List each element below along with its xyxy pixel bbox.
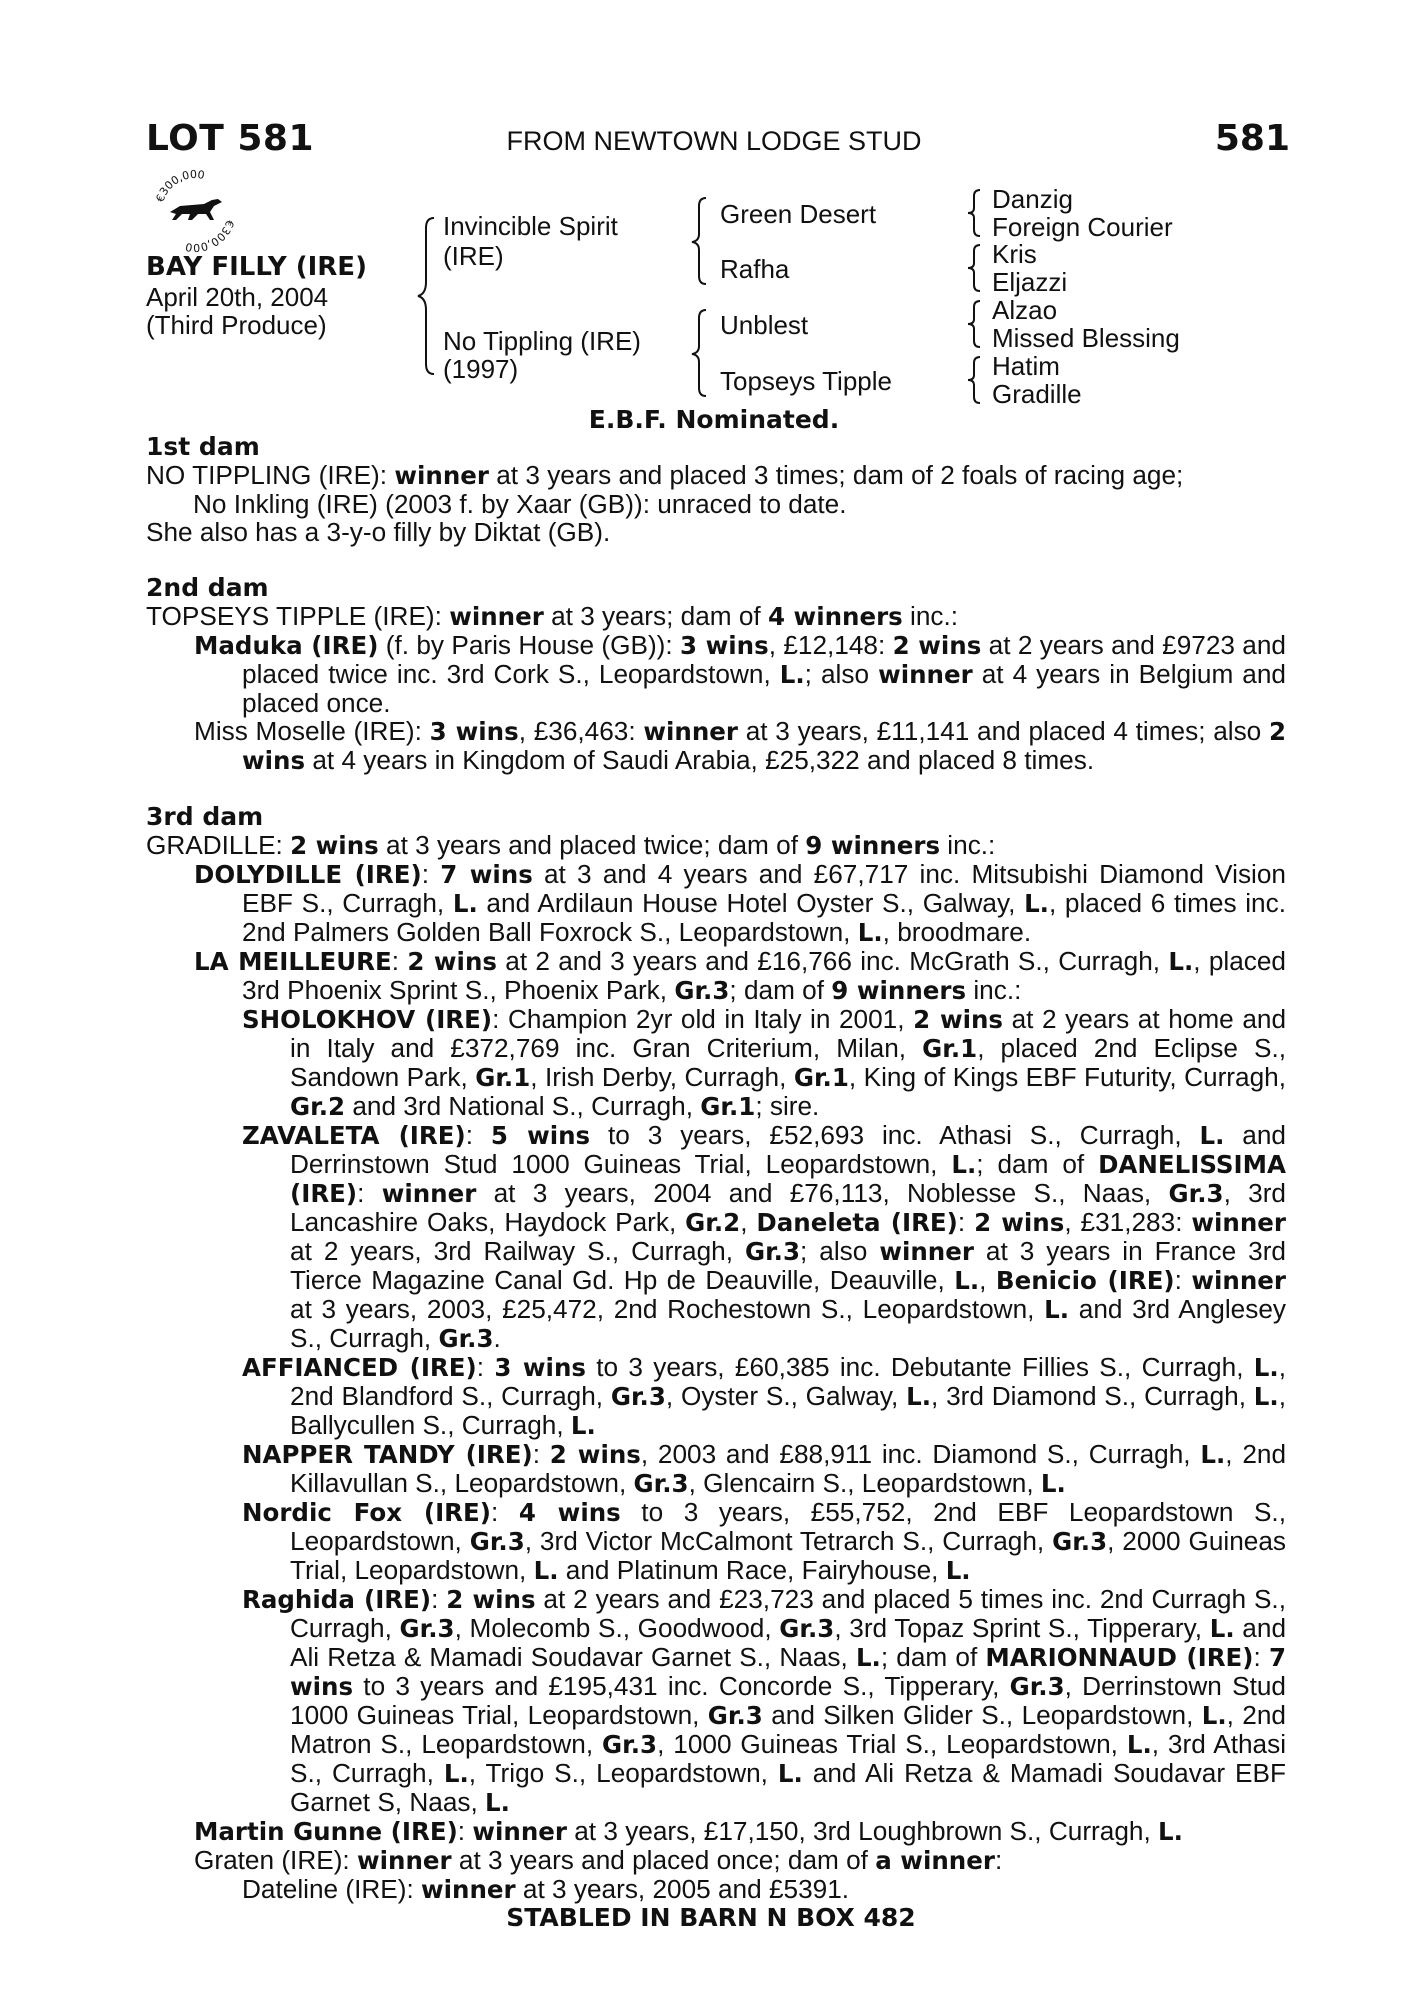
bold-run: L. xyxy=(1200,1440,1226,1469)
text-run: at 3 years, 2005 and £5391. xyxy=(515,1874,850,1904)
progeny-nordic-fox xyxy=(146,1498,1286,1585)
progeny-martin-gunne xyxy=(146,1817,1286,1846)
brace-dam xyxy=(690,308,710,398)
sire-dam: Rafha xyxy=(720,254,790,284)
text-run: ; dam of xyxy=(729,975,832,1005)
bold-run: Gr.3 xyxy=(602,1730,658,1759)
text-run: and 3rd National S., Curragh, xyxy=(345,1091,701,1121)
bold-run: DOLYDILLE (IRE) xyxy=(194,860,422,889)
second-dam-moselle: Miss Moselle (IRE): 3 wins, £36,463: winner at 3 years, £11,141 and placed 4 times; also 2 wins at 4 years in Kingdom of Saudi Arabia, £25,322 and placed 8 times. xyxy=(194,716,1287,775)
text-run: at 2 years and £23,723 and placed 5 times inc. 2nd Curragh S., Curragh, xyxy=(290,1584,1286,1643)
bold-run: Gr.3 xyxy=(469,1527,525,1556)
bold-run: winner xyxy=(1191,1208,1286,1237)
bold-run: L. xyxy=(906,1382,932,1411)
bold-run: L. xyxy=(452,889,478,918)
lot-title: LOT 581 xyxy=(146,118,314,159)
bold-run: Gr.1 xyxy=(700,1092,756,1121)
bold-run: 2 wins xyxy=(974,1208,1065,1237)
text-run: and 3rd Anglesey S., Curragh, xyxy=(290,1294,1287,1353)
text-run: : xyxy=(391,946,408,976)
bold-run: winner xyxy=(472,1817,567,1846)
bold-run: Gr.3 xyxy=(399,1614,455,1643)
bold-run: DANELISSIMA (IRE) xyxy=(290,1150,1287,1208)
text-run: , broodmare. xyxy=(882,917,1032,947)
bold-run: Gr.3 xyxy=(707,1701,763,1730)
first-dam-foal: No Inkling (IRE) (2003 f. by Xaar (GB)): unraced to date. xyxy=(193,489,847,519)
bold-run: NAPPER TANDY (IRE) xyxy=(242,1440,533,1469)
text-run: , xyxy=(740,1207,757,1237)
stabled-note: STABLED IN BARN N BOX 482 xyxy=(506,1903,916,1932)
ggs-8: Gradille xyxy=(992,379,1082,409)
bold-run: L. xyxy=(857,918,883,947)
text-run: , placed 6 times inc. 2nd Palmers Golden Ball Foxrock S., Leopardstown, xyxy=(242,888,1286,947)
text-run: : xyxy=(1253,1642,1269,1672)
progeny-la-meilleure xyxy=(146,947,1286,1005)
bold-run: Benicio (IRE) xyxy=(995,1266,1175,1295)
bold-run: Gr.3 xyxy=(1009,1672,1065,1701)
bold-run: 2 wins xyxy=(913,1005,1004,1034)
bold-run: Gr.3 xyxy=(610,1382,666,1411)
brace-ss xyxy=(966,188,984,238)
text-run: : xyxy=(957,1207,975,1237)
bold-run: L. xyxy=(1126,1730,1152,1759)
bold-run: L. xyxy=(485,1788,510,1817)
bold-run: Raghida (IRE) xyxy=(242,1585,432,1614)
dam-sire: Unblest xyxy=(720,310,809,340)
text-run: , 2nd Matron S., Leopardstown, xyxy=(290,1700,1286,1759)
text-run: , Irish Derby, Curragh, xyxy=(530,1062,794,1092)
ggs-4: Eljazzi xyxy=(992,267,1068,297)
text-run: inc.: xyxy=(966,975,1022,1005)
text-run: , 3rd Topaz Sprint S., Tipperary, xyxy=(834,1613,1210,1643)
progeny-napper-tandy xyxy=(146,1440,1286,1498)
text-run: , 1000 Guineas Trial S., Leopardstown, xyxy=(657,1729,1127,1759)
ggs-6: Missed Blessing xyxy=(992,323,1180,353)
text-run: : xyxy=(490,1497,519,1527)
text-run: , xyxy=(979,1265,996,1295)
dam-dam: Topseys Tipple xyxy=(720,366,892,396)
bold-run: 9 winners xyxy=(831,976,967,1005)
text-run: and Ardilaun House Hotel Oyster S., Galway, xyxy=(477,888,1025,918)
text-run: , £31,283: xyxy=(1064,1207,1192,1237)
bold-run: L. xyxy=(1158,1817,1183,1846)
text-run: and Silken Glider S., Leopardstown, xyxy=(762,1700,1202,1730)
third-dam-line: GRADILLE: 2 wins at 3 years and placed twice; dam of 9 winners inc.: xyxy=(146,830,996,860)
ebf-nominated: E.B.F. Nominated. xyxy=(588,405,840,434)
bold-run: 5 wins xyxy=(490,1121,591,1150)
lot-number: 581 xyxy=(1214,118,1290,159)
bold-run: winner xyxy=(1191,1266,1287,1295)
text-run: at 3 years, £17,150, 3rd Loughbrown S., Curragh, xyxy=(566,1816,1159,1846)
brace-sd xyxy=(966,243,984,293)
bold-run: Gr.3 xyxy=(1052,1527,1108,1556)
bold-run: Gr.3 xyxy=(779,1614,835,1643)
text-run: , King of Kings EBF Futurity, Curragh, xyxy=(848,1062,1286,1092)
text-run: , 3rd Lancashire Oaks, Haydock Park, xyxy=(290,1178,1286,1237)
text-run: Graten (IRE): xyxy=(194,1845,357,1875)
sire-country: (IRE) xyxy=(443,241,504,271)
text-run: at 3 years, 2003, £25,472, 2nd Rochestown S., Leopardstown, xyxy=(290,1294,1045,1324)
bold-run: Gr.3 xyxy=(633,1469,689,1498)
logo-text-bottom: €300,000 xyxy=(184,218,237,254)
text-run: : xyxy=(457,1816,473,1846)
text-run: , Molecomb S., Goodwood, xyxy=(454,1613,780,1643)
text-run: at 3 years and placed once; dam of xyxy=(451,1845,876,1875)
progeny-sholokhov xyxy=(146,1005,1286,1121)
text-run: : xyxy=(476,1352,495,1382)
bold-run: L. xyxy=(1024,889,1049,918)
brace-dd xyxy=(966,355,984,405)
text-run: . xyxy=(493,1323,501,1353)
bold-run: Gr.3 xyxy=(1168,1179,1224,1208)
bold-run: Gr.3 xyxy=(744,1237,801,1266)
text-run: at 3 and 4 years and £67,717 inc. Mitsubishi Diamond Vision EBF S., Curragh, xyxy=(242,859,1286,918)
text-run: , Derrinstown Stud 1000 Guineas Trial, Leopardstown, xyxy=(290,1671,1286,1730)
ggs-7: Hatim xyxy=(992,351,1060,381)
dam-name: No Tippling (IRE) xyxy=(443,326,641,356)
text-run: : xyxy=(1174,1265,1192,1295)
text-run: : xyxy=(431,1584,447,1614)
bold-run: 2 wins xyxy=(446,1585,536,1614)
text-run: and Derrinstown Stud 1000 Guineas Trial, Leopardstown, xyxy=(290,1120,1286,1179)
running-horse-icon xyxy=(170,199,222,220)
text-run: at 2 years, 3rd Railway S., Curragh, xyxy=(290,1236,745,1266)
bold-run: AFFIANCED (IRE) xyxy=(242,1353,477,1382)
bold-run: 2 wins xyxy=(549,1440,641,1469)
text-run: at 2 years at home and in Italy and £372,769 inc. Gran Criterium, Milan, xyxy=(290,1004,1287,1063)
bold-run: L. xyxy=(1040,1469,1066,1498)
second-dam-heading: 2nd dam xyxy=(146,573,269,602)
bold-run: winner xyxy=(879,1237,974,1266)
text-run: to 3 years, £52,693 inc. Athasi S., Curragh, xyxy=(590,1120,1200,1150)
text-run: , 3rd Diamond S., Curragh, xyxy=(931,1381,1254,1411)
sire-sire: Green Desert xyxy=(720,199,877,229)
text-run: , placed 2nd Eclipse S., Sandown Park, xyxy=(290,1033,1287,1092)
second-dam-maduka: Maduka (IRE) (f. by Paris House (GB)): 3 wins, £12,148: 2 wins at 2 years and £9723 and placed twice inc. 3rd Cork S., Leopardstown, L.; also winner at 4 years in Belgium and placed once. xyxy=(194,630,1286,718)
progeny-affianced xyxy=(146,1353,1286,1440)
text-run: to 3 years, £55,752, 2nd EBF Leopardstown S., Leopardstown, xyxy=(290,1497,1286,1556)
bold-run: ZAVALETA (IRE) xyxy=(242,1121,466,1150)
text-run: and Platinum Race, Fairyhouse, xyxy=(558,1555,946,1585)
text-run: , 2003 and £88,911 inc. Diamond S., Curragh, xyxy=(640,1439,1201,1469)
text-run: : Champion 2yr old in Italy in 2001, xyxy=(492,1004,914,1034)
bold-run: L. xyxy=(1253,1353,1279,1382)
bold-run: winner xyxy=(356,1846,452,1875)
text-run: , 2nd Killavullan S., Leopardstown, xyxy=(290,1439,1287,1498)
first-dam-heading: 1st dam xyxy=(146,432,260,461)
bold-run: L. xyxy=(945,1556,971,1585)
text-run: and Ali Retza & Mamadi Soudavar Garnet S., Naas, xyxy=(290,1613,1287,1672)
bold-run: winner xyxy=(421,1875,516,1904)
bold-run: Gr.3 xyxy=(674,976,730,1005)
bold-run: Nordic Fox (IRE) xyxy=(242,1498,491,1527)
text-run: , 3rd Victor McCalmont Tetrarch S., Curragh, xyxy=(524,1526,1053,1556)
bold-run: Gr.2 xyxy=(685,1208,741,1237)
ggs-3: Kris xyxy=(992,239,1037,269)
produce-note: (Third Produce) xyxy=(146,310,327,340)
bold-run: 3 wins xyxy=(494,1353,586,1382)
brace-main xyxy=(416,216,440,376)
bold-run: L. xyxy=(1199,1121,1225,1150)
text-run: ; sire. xyxy=(755,1091,820,1121)
bold-run: 7 wins xyxy=(440,860,533,889)
text-run: at 2 and 3 years and £16,766 inc. McGrath S., Curragh, xyxy=(496,946,1169,976)
text-run: Dateline (IRE): xyxy=(242,1874,422,1904)
text-run: at 3 years in France 3rd Tierce Magazine Canal Gd. Hp de Deauville, Deauville, xyxy=(290,1236,1286,1295)
horse-name: BAY FILLY (IRE) xyxy=(146,252,367,282)
text-run: and Ali Retza & Mamadi Soudavar EBF Garnet S, Naas, xyxy=(290,1758,1286,1817)
text-run: : xyxy=(994,1845,1003,1875)
second-dam-line: TOPSEYS TIPPLE (IRE): winner at 3 years; dam of 4 winners inc.: xyxy=(146,601,959,631)
first-dam-note: She also has a 3-y-o filly by Diktat (GB). xyxy=(146,517,611,547)
bold-run: Gr.2 xyxy=(290,1092,346,1121)
text-run: : xyxy=(465,1120,491,1150)
bold-run: winner xyxy=(381,1179,477,1208)
text-run: , placed 3rd Phoenix Sprint S., Phoenix Park, xyxy=(242,946,1286,1005)
bold-run: Gr.1 xyxy=(922,1034,978,1063)
text-run: , Trigo S., Leopardstown, xyxy=(468,1758,778,1788)
text-run: , Oyster S., Galway, xyxy=(665,1381,907,1411)
bold-run: 4 wins xyxy=(518,1498,621,1527)
bold-run: 7 wins xyxy=(290,1643,1286,1701)
text-run: , 3rd Athasi S., Curragh, xyxy=(290,1729,1287,1788)
bold-run: Gr.3 xyxy=(438,1324,494,1353)
bold-run: LA MEILLEURE xyxy=(194,947,392,976)
bold-run: L. xyxy=(855,1643,881,1672)
bold-run: Gr.1 xyxy=(793,1063,849,1092)
bold-run: Daneleta (IRE) xyxy=(756,1208,958,1237)
ggs-5: Alzao xyxy=(992,295,1058,325)
text-run: to 3 years, £60,385 inc. Debutante Fillies S., Curragh, xyxy=(585,1352,1254,1382)
text-run: : xyxy=(532,1439,550,1469)
dam-year: (1997) xyxy=(443,354,519,384)
logo-text-top: €300,000 xyxy=(153,168,206,204)
progeny-dateline xyxy=(146,1875,1286,1904)
text-run: : xyxy=(357,1178,382,1208)
brace-sire xyxy=(690,196,710,286)
bold-run: L. xyxy=(443,1759,469,1788)
bold-run: L. xyxy=(1201,1701,1227,1730)
text-run: : xyxy=(421,859,441,889)
first-dam-line: NO TIPPLING (IRE): winner at 3 years and placed 3 times; dam of 2 foals of racing age; xyxy=(146,460,1184,490)
text-run: , Ballycullen S., Curragh, xyxy=(290,1381,1286,1440)
bold-run: L. xyxy=(1168,947,1194,976)
third-dam-heading: 3rd dam xyxy=(146,802,264,831)
price-stamp-logo xyxy=(152,168,238,254)
bold-run: SHOLOKHOV (IRE) xyxy=(242,1005,493,1034)
brace-ds xyxy=(966,299,984,349)
consignor: FROM NEWTOWN LODGE STUD xyxy=(506,126,922,156)
text-run: , 2nd Blandford S., Curragh, xyxy=(290,1352,1286,1411)
bold-run: L. xyxy=(954,1266,980,1295)
bold-run: Gr.1 xyxy=(475,1063,531,1092)
progeny-zavaleta xyxy=(146,1121,1286,1353)
foaling-date: April 20th, 2004 xyxy=(146,282,329,312)
text-run: , 2000 Guineas Trial, Leopardstown, xyxy=(290,1526,1287,1585)
bold-run: MARIONNAUD (IRE) xyxy=(985,1643,1254,1672)
bold-run: L. xyxy=(1253,1382,1279,1411)
sire-name: Invincible Spirit xyxy=(443,211,618,241)
progeny-graten xyxy=(146,1846,1286,1875)
bold-run: L. xyxy=(777,1759,803,1788)
text-run: ; dam of xyxy=(880,1642,986,1672)
bold-run: L. xyxy=(951,1150,977,1179)
bold-run: L. xyxy=(1209,1614,1235,1643)
bold-run: 2 wins xyxy=(407,947,497,976)
ggs-1: Danzig xyxy=(992,184,1073,214)
bold-run: Martin Gunne (IRE) xyxy=(194,1817,458,1846)
bold-run: L. xyxy=(533,1556,559,1585)
bold-run: a winner xyxy=(875,1846,995,1875)
text-run: ; also xyxy=(800,1236,880,1266)
progeny-dolydille xyxy=(146,860,1286,947)
text-run: , Glencairn S., Leopardstown, xyxy=(688,1468,1041,1498)
catalogue-body xyxy=(146,433,1286,1932)
progeny-raghida xyxy=(146,1585,1286,1817)
text-run: ; dam of xyxy=(976,1149,1099,1179)
ggs-2: Foreign Courier xyxy=(992,212,1173,242)
text-run: at 3 years, 2004 and £76,113, Noblesse S., Naas, xyxy=(476,1178,1169,1208)
bold-run: L. xyxy=(1044,1295,1070,1324)
bold-run: L. xyxy=(570,1411,596,1440)
text-run: to 3 years and £195,431 inc. Concorde S., Tipperary, xyxy=(353,1671,1010,1701)
